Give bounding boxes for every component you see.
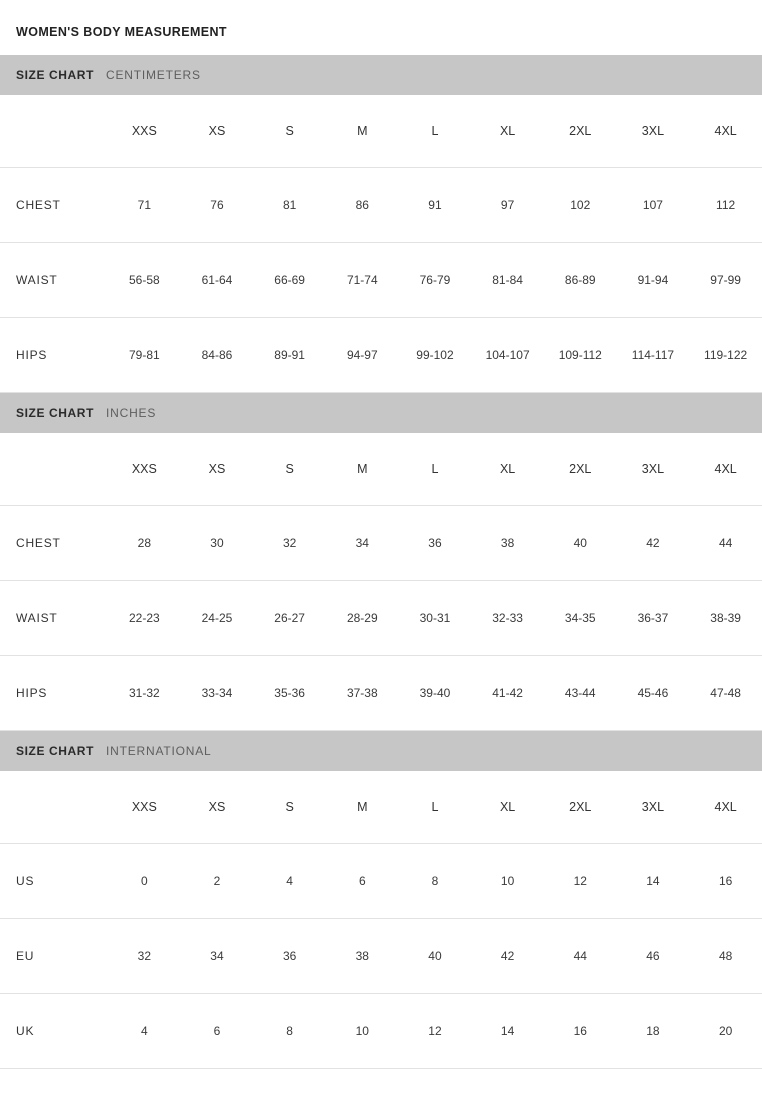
cell: 16 (689, 844, 762, 919)
row-header-hips: HIPS (0, 318, 108, 393)
cell: 33-34 (181, 656, 254, 731)
column-header-3xl: 3XL (617, 433, 690, 506)
cell: 104-107 (471, 318, 544, 393)
cell: 36 (253, 919, 326, 994)
cell: 119-122 (689, 318, 762, 393)
column-header-m: M (326, 95, 399, 168)
column-header-xs: XS (181, 771, 254, 844)
column-header-m: M (326, 771, 399, 844)
cell: 40 (544, 506, 617, 581)
cell: 12 (399, 994, 472, 1069)
cell: 18 (617, 994, 690, 1069)
cell: 97 (471, 168, 544, 243)
cell: 32 (108, 919, 181, 994)
cell: 30 (181, 506, 254, 581)
cell: 30-31 (399, 581, 472, 656)
section-header-inches (0, 393, 762, 433)
section-unit: CENTIMETERS (106, 68, 201, 82)
size-table-international (0, 771, 762, 1069)
cell: 91-94 (617, 243, 690, 318)
cell: 10 (471, 844, 544, 919)
cell: 12 (544, 844, 617, 919)
header-row (0, 433, 762, 506)
cell: 6 (181, 994, 254, 1069)
cell: 2 (181, 844, 254, 919)
column-header-4xl: 4XL (689, 95, 762, 168)
cell: 28-29 (326, 581, 399, 656)
column-header-3xl: 3XL (617, 771, 690, 844)
cell: 28 (108, 506, 181, 581)
column-header-xl: XL (471, 771, 544, 844)
column-header-l: L (399, 95, 472, 168)
cell: 31-32 (108, 656, 181, 731)
cell: 45-46 (617, 656, 690, 731)
cell: 14 (617, 844, 690, 919)
row-header-waist: WAIST (0, 581, 108, 656)
size-table-inches (0, 433, 762, 731)
cell: 86 (326, 168, 399, 243)
column-header-s: S (253, 771, 326, 844)
section-header-centimeters (0, 55, 762, 95)
column-header-xs: XS (181, 433, 254, 506)
cell: 109-112 (544, 318, 617, 393)
cell: 44 (689, 506, 762, 581)
table-row (0, 656, 762, 731)
cell: 38 (326, 919, 399, 994)
cell: 14 (471, 994, 544, 1069)
cell: 8 (253, 994, 326, 1069)
cell: 34-35 (544, 581, 617, 656)
row-header-chest: CHEST (0, 168, 108, 243)
size-chart-section-international (0, 731, 762, 1069)
cell: 34 (181, 919, 254, 994)
header-row (0, 771, 762, 844)
section-label: SIZE CHART (16, 68, 94, 82)
row-header-uk: UK (0, 994, 108, 1069)
cell: 36-37 (617, 581, 690, 656)
cell: 41-42 (471, 656, 544, 731)
cell: 97-99 (689, 243, 762, 318)
table-body (0, 506, 762, 731)
cell: 22-23 (108, 581, 181, 656)
table-header (0, 771, 762, 844)
cell: 16 (544, 994, 617, 1069)
column-header-4xl: 4XL (689, 771, 762, 844)
size-table-centimeters (0, 95, 762, 393)
cell: 4 (253, 844, 326, 919)
table-row (0, 919, 762, 994)
cell: 112 (689, 168, 762, 243)
size-chart-section-centimeters (0, 55, 762, 393)
cell: 81-84 (471, 243, 544, 318)
size-chart-section-inches (0, 393, 762, 731)
section-label: SIZE CHART (16, 406, 94, 420)
section-header-international (0, 731, 762, 771)
section-unit: INCHES (106, 406, 157, 420)
column-header-s: S (253, 433, 326, 506)
cell: 0 (108, 844, 181, 919)
cell: 42 (617, 506, 690, 581)
cell: 34 (326, 506, 399, 581)
row-header-chest: CHEST (0, 506, 108, 581)
cell: 48 (689, 919, 762, 994)
column-header-xl: XL (471, 95, 544, 168)
column-header-measurement (0, 433, 108, 506)
table-row (0, 168, 762, 243)
column-header-3xl: 3XL (617, 95, 690, 168)
cell: 32-33 (471, 581, 544, 656)
cell: 79-81 (108, 318, 181, 393)
cell: 8 (399, 844, 472, 919)
cell: 81 (253, 168, 326, 243)
cell: 71-74 (326, 243, 399, 318)
column-header-l: L (399, 771, 472, 844)
row-header-hips: HIPS (0, 656, 108, 731)
table-row (0, 994, 762, 1069)
cell: 42 (471, 919, 544, 994)
cell: 89-91 (253, 318, 326, 393)
cell: 6 (326, 844, 399, 919)
cell: 36 (399, 506, 472, 581)
column-header-xxs: XXS (108, 771, 181, 844)
cell: 26-27 (253, 581, 326, 656)
cell: 66-69 (253, 243, 326, 318)
column-header-m: M (326, 433, 399, 506)
table-row (0, 506, 762, 581)
column-header-measurement (0, 95, 108, 168)
cell: 76 (181, 168, 254, 243)
table-row (0, 243, 762, 318)
cell: 84-86 (181, 318, 254, 393)
cell: 76-79 (399, 243, 472, 318)
table-header (0, 433, 762, 506)
column-header-s: S (253, 95, 326, 168)
cell: 102 (544, 168, 617, 243)
cell: 32 (253, 506, 326, 581)
column-header-l: L (399, 433, 472, 506)
header-row (0, 95, 762, 168)
cell: 86-89 (544, 243, 617, 318)
cell: 24-25 (181, 581, 254, 656)
cell: 38-39 (689, 581, 762, 656)
cell: 10 (326, 994, 399, 1069)
column-header-2xl: 2XL (544, 95, 617, 168)
cell: 71 (108, 168, 181, 243)
cell: 44 (544, 919, 617, 994)
cell: 43-44 (544, 656, 617, 731)
page-title: WOMEN'S BODY MEASUREMENT (16, 25, 227, 39)
cell: 114-117 (617, 318, 690, 393)
column-header-region (0, 771, 108, 844)
cell: 99-102 (399, 318, 472, 393)
column-header-xl: XL (471, 433, 544, 506)
cell: 20 (689, 994, 762, 1069)
cell: 107 (617, 168, 690, 243)
table-body (0, 844, 762, 1069)
cell: 46 (617, 919, 690, 994)
cell: 4 (108, 994, 181, 1069)
row-header-eu: EU (0, 919, 108, 994)
cell: 39-40 (399, 656, 472, 731)
cell: 94-97 (326, 318, 399, 393)
cell: 35-36 (253, 656, 326, 731)
table-row (0, 318, 762, 393)
cell: 56-58 (108, 243, 181, 318)
cell: 40 (399, 919, 472, 994)
row-header-us: US (0, 844, 108, 919)
table-header (0, 95, 762, 168)
table-row (0, 581, 762, 656)
cell: 37-38 (326, 656, 399, 731)
column-header-2xl: 2XL (544, 771, 617, 844)
column-header-4xl: 4XL (689, 433, 762, 506)
column-header-xxs: XXS (108, 95, 181, 168)
row-header-waist: WAIST (0, 243, 108, 318)
table-body (0, 168, 762, 393)
cell: 38 (471, 506, 544, 581)
column-header-2xl: 2XL (544, 433, 617, 506)
cell: 91 (399, 168, 472, 243)
cell: 47-48 (689, 656, 762, 731)
section-label: SIZE CHART (16, 744, 94, 758)
table-row (0, 844, 762, 919)
column-header-xxs: XXS (108, 433, 181, 506)
cell: 61-64 (181, 243, 254, 318)
section-unit: INTERNATIONAL (106, 744, 212, 758)
column-header-xs: XS (181, 95, 254, 168)
